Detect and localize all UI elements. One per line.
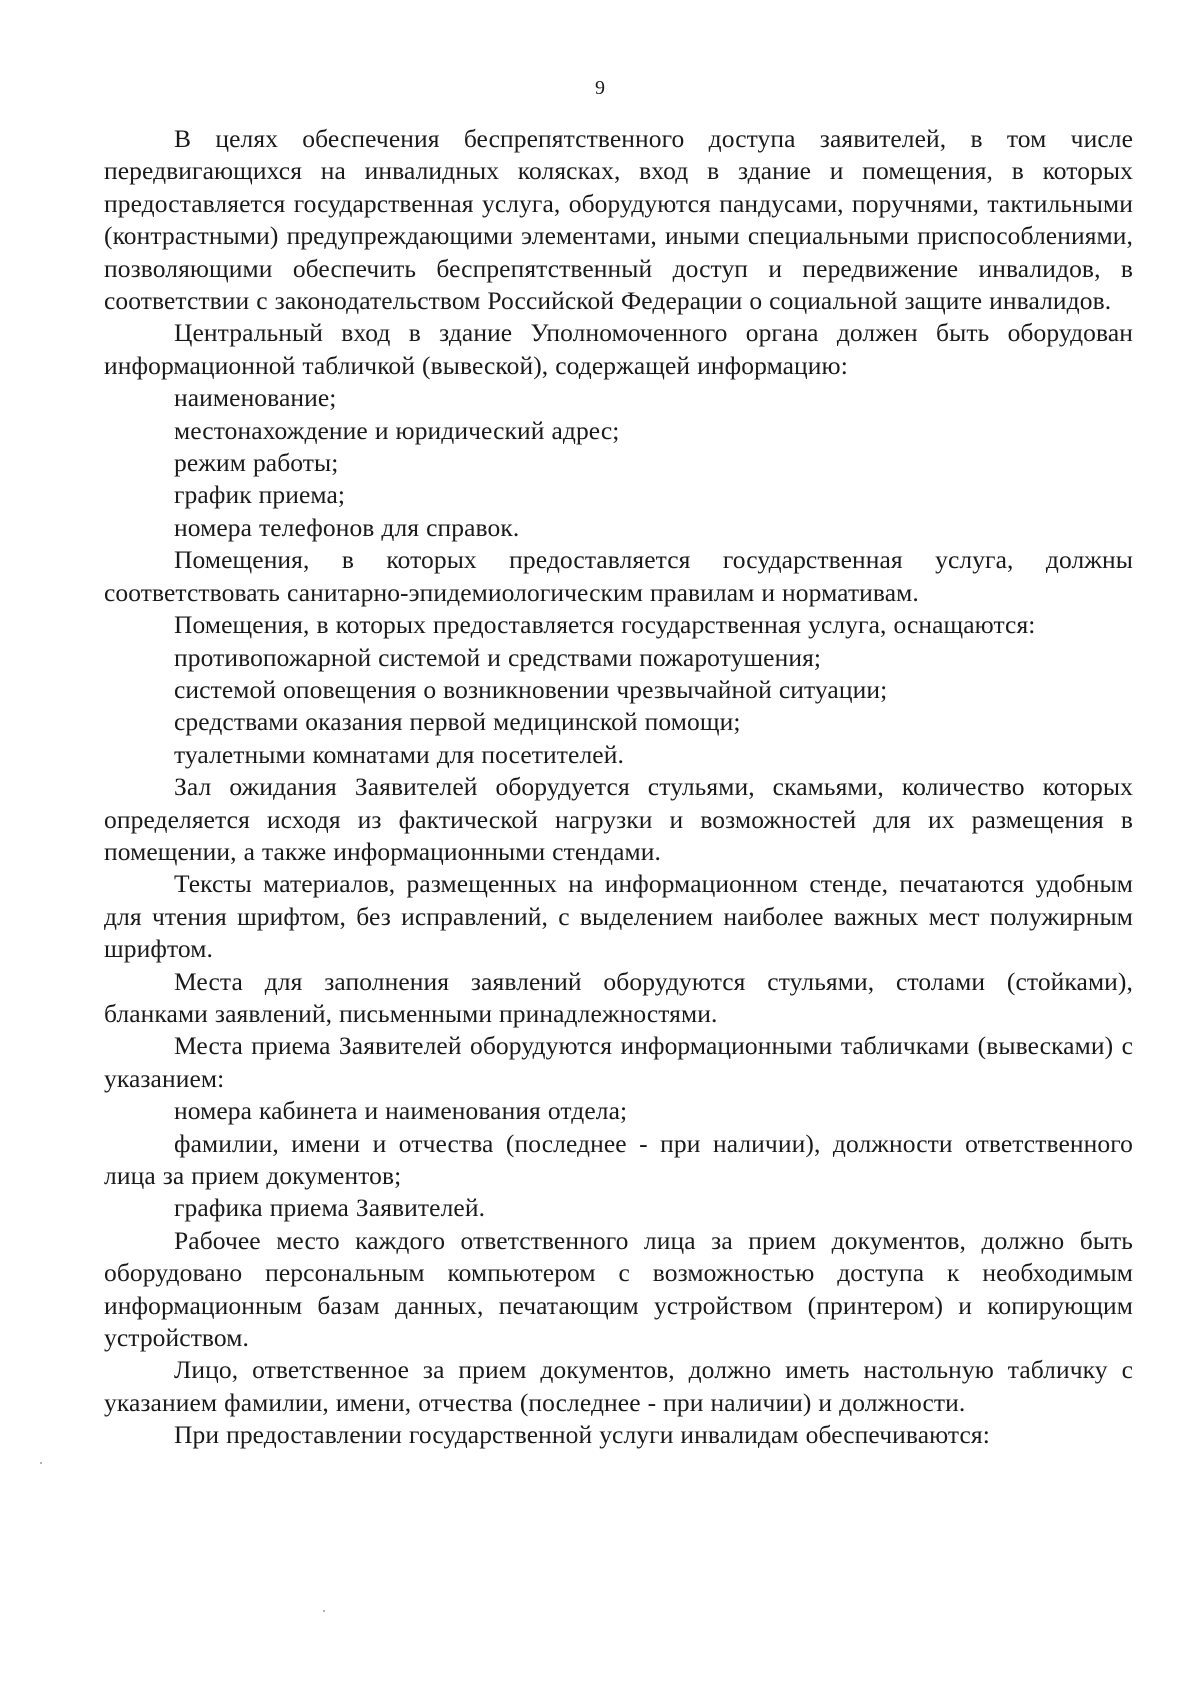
paragraph-desk-nameplate: Лицо, ответственное за прием документов, должно иметь настольную табличку с указанием фамилии, имени, отчества (последнее - при наличии) и должности. bbox=[104, 1355, 1133, 1417]
paragraph-workplace: Рабочее место каждого ответственного лица за прием документов, должно быть оборудовано персональным компьютером с возможностью доступа к необходимым информационным базам данных, печатающим устройством (принтером) и копирующим устройством. bbox=[104, 1225, 1133, 1353]
paragraph-info-stand-texts: Тексты материалов, размещенных на информационном стенде, печатаются удобным для чтения шрифтом, без исправлений, с выделением наиболее важных мест полужирным шрифтом. bbox=[104, 869, 1133, 964]
document-body bbox=[104, 123, 1133, 1452]
paragraph-form-filling-places: Места для заполнения заявлений оборудуются стульями, столами (стойками), бланками заявлений, письменными принадлежностями. bbox=[104, 966, 1133, 1028]
list-item-office-number: номера кабинета и наименования отдела; bbox=[174, 1096, 628, 1126]
paragraph-accessibility-equipment: В целях обеспечения беспрепятственного доступа заявителей, в том числе передвигающихся на инвалидных колясках, вход в здание и помещения, в которых предоставляется государственная услуга, оборудуются пандусами, поручнями, тактильными (контрастными) предупреждающими элементами, иными специальными приспособлениями, позволяющими обеспечить беспрепятственный доступ и передвижение инвалидов, в соответствии с законодательством Российской Федерации о социальной защите инвалидов. bbox=[104, 124, 1133, 316]
list-item-restrooms: туалетными комнатами для посетителей. bbox=[174, 739, 624, 769]
scan-speck bbox=[323, 1610, 325, 1612]
list-item-fire-system: противопожарной системой и средствами пожаротушения; bbox=[174, 642, 822, 672]
paragraph-reception-places: Места приема Заявителей оборудуются информационными табличками (вывесками) с указанием: bbox=[104, 1031, 1133, 1093]
paragraph-sanitary-rules: Помещения, в которых предоставляется государственная услуга, должны соответствовать санитарно-эпидемиологическим правилам и нормативам. bbox=[104, 545, 1133, 607]
paragraph-waiting-hall: Зал ожидания Заявителей оборудуется стульями, скамьями, количество которых определяется исходя из фактической нагрузки и возможностей для их размещения в помещении, а также информационными стендами. bbox=[104, 772, 1133, 866]
list-item-responsible-person: фамилии, имени и отчества (последнее - при наличии), должности ответственного лица за прием документов; bbox=[104, 1128, 1133, 1190]
paragraph-premises-equipped: Помещения, в которых предоставляется государственная услуга, оснащаются: bbox=[174, 610, 1036, 640]
list-item-applicant-schedule: графика приема Заявителей. bbox=[174, 1193, 486, 1223]
list-item-work-mode: режим работы; bbox=[174, 448, 339, 478]
list-item-reception-schedule: график приема; bbox=[174, 480, 346, 510]
list-item-first-aid: средствами оказания первой медицинской помощи; bbox=[174, 707, 741, 737]
list-item-address: местонахождение и юридический адрес; bbox=[174, 415, 620, 445]
paragraph-central-entrance: Центральный вход в здание Уполномоченного органа должен быть оборудован информационной табличкой (вывеской), содержащей информацию: bbox=[104, 318, 1133, 380]
paragraph-disabled-provisions: При предоставлении государственной услуги инвалидам обеспечиваются: bbox=[174, 1420, 990, 1450]
list-item-name: наименование; bbox=[174, 383, 337, 413]
page-number: 9 bbox=[595, 77, 605, 99]
list-item-emergency-alert: системой оповещения о возникновении чрезвычайной ситуации; bbox=[174, 674, 888, 704]
list-item-phone-numbers: номера телефонов для справок. bbox=[174, 512, 520, 542]
scan-speck bbox=[40, 1462, 42, 1464]
